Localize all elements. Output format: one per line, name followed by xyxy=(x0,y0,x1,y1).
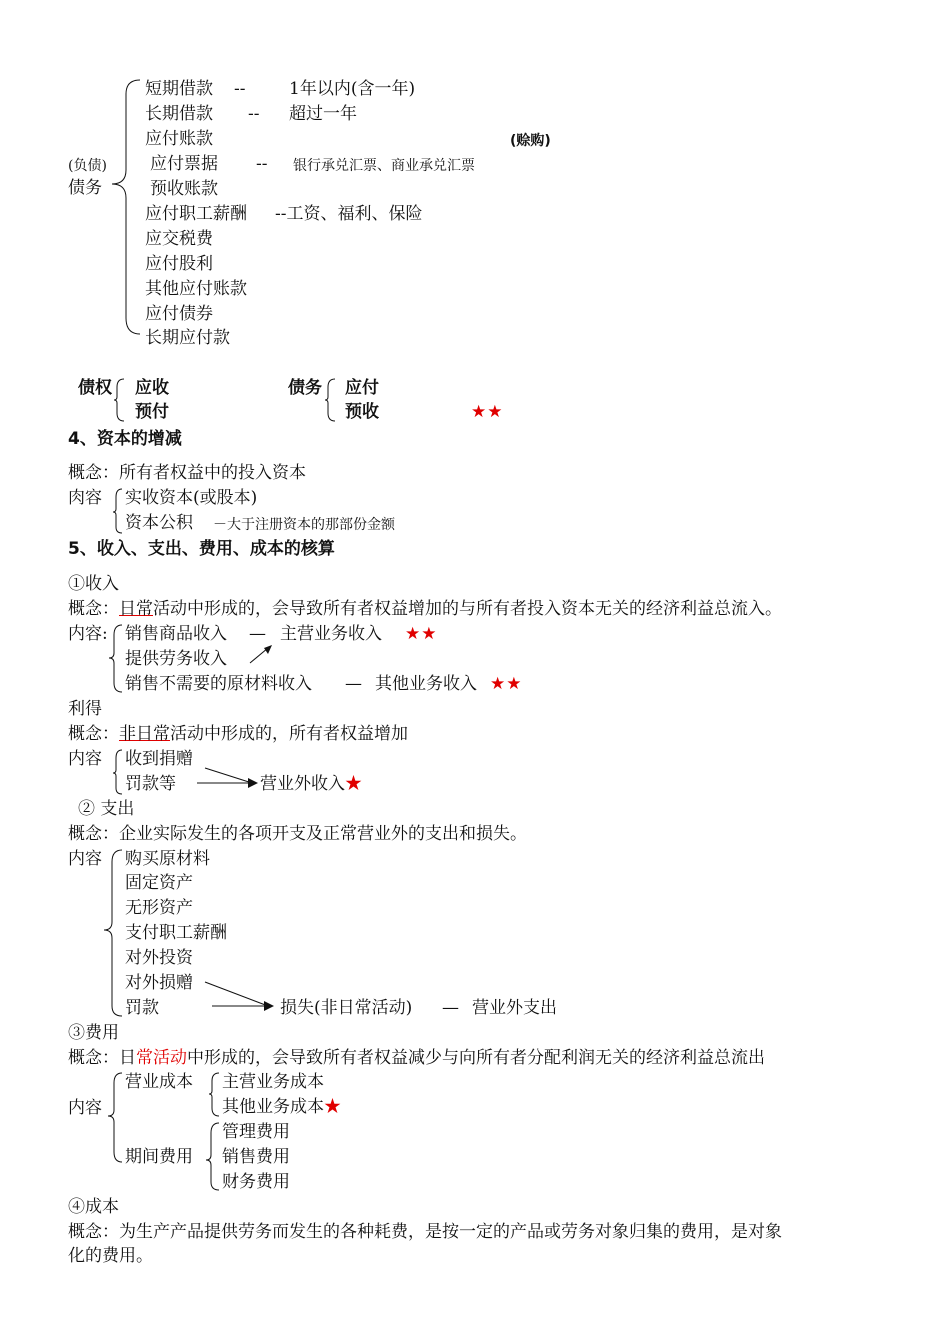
debt-side-label: 债务 xyxy=(68,178,102,198)
debt-sep: -- xyxy=(234,79,246,99)
star-rating: ★★ xyxy=(471,402,504,422)
cost-concept-line2: 化的费用。 xyxy=(68,1246,153,1266)
expense-concept: 概念：日常活动中形成的，会导致所有者权益减少与向所有者分配利润无关的经济利益总流出 xyxy=(68,1048,765,1068)
debt-item: 长期借款 xyxy=(145,104,213,124)
income-brace xyxy=(109,625,122,692)
op-cost-label: 营业成本 xyxy=(125,1072,193,1092)
debt-item: 应交税费 xyxy=(145,229,213,249)
debt-side-small: (负债) xyxy=(68,158,107,174)
expenditure-content-label: 内容 xyxy=(68,849,102,869)
expenditure-item: 支付职工薪酬 xyxy=(125,923,227,943)
income-concept: 概念：日常活动中形成的，会导致所有者权益增加的与所有者投入资本无关的经济利益总流入。 xyxy=(68,599,782,619)
debt-item: 应付股利 xyxy=(145,254,213,274)
capital-content-label: 肉容 xyxy=(68,488,102,508)
income-arrow xyxy=(250,648,268,663)
debt-pair-brace xyxy=(325,379,335,421)
debt-item: 应付职工薪酬 xyxy=(145,204,247,224)
debt-pair-item: 应付 xyxy=(345,378,379,398)
expenditure-result-tail: 营业外支出 xyxy=(472,998,557,1018)
section-heading: 5、收入、支出、费用、成本的核算 xyxy=(68,539,335,559)
income-main-result: 主营业务收入 xyxy=(280,624,382,644)
debt-item: 应付账款 xyxy=(145,129,213,149)
income-sep: — xyxy=(249,624,266,644)
expenditure-sep: — xyxy=(442,998,459,1018)
expenditure-item: 购买原材料 xyxy=(125,849,210,869)
expense-content-label: 内容 xyxy=(68,1098,102,1118)
cost-title: ④成本 xyxy=(68,1197,119,1217)
debt-item: 预收账款 xyxy=(150,179,218,199)
debt-item: 长期应付款 xyxy=(145,328,230,348)
income-item: 销售商品收入 xyxy=(125,624,227,644)
gain-title: 利得 xyxy=(68,699,102,719)
capital-item: 实收资本(或股本) xyxy=(125,488,258,508)
income-sep: — xyxy=(345,674,362,694)
capital-surplus-note: －大于注册资本的那部份金额 xyxy=(213,517,395,533)
debt-pair-item: 预收 xyxy=(345,402,379,422)
debt-item: 应付票据 xyxy=(150,154,218,174)
gain-concept: 概念：非日常活动中形成的，所有者权益增加 xyxy=(68,724,408,744)
income-item: 提供劳务收入 xyxy=(125,649,227,669)
expenditure-title: ② 支出 xyxy=(78,799,135,819)
debt-note: 超过一年 xyxy=(289,104,357,124)
expenditure-item: 固定资产 xyxy=(125,873,193,893)
expenditure-brace xyxy=(104,850,122,1016)
debt-note: --工资、福利、保险 xyxy=(275,204,423,224)
expenditure-concept: 概念：企业实际发生的各项开支及正常营业外的支出和损失。 xyxy=(68,824,527,844)
period-expense-item: 管理费用 xyxy=(222,1122,290,1142)
star-rating: ★★ xyxy=(490,674,523,694)
gain-result: 营业外收入★ xyxy=(260,774,362,794)
expenditure-item: 无形资产 xyxy=(125,898,193,918)
claim-item: 预付 xyxy=(135,402,169,422)
op-cost-item: 其他业务成本★ xyxy=(222,1097,341,1117)
capital-concept: 概念：所有者权益中的投入资本 xyxy=(68,463,306,483)
income-item: 销售不需要的原材料收入 xyxy=(125,674,312,694)
debt-brace xyxy=(112,80,140,334)
income-content-label: 内容: xyxy=(68,624,108,644)
gain-content-label: 内容 xyxy=(68,749,102,769)
star-rating: ★ xyxy=(345,774,362,794)
debt-item: 短期借款 xyxy=(145,79,213,99)
capital-item: 资本公积 xyxy=(125,513,193,533)
expenditure-item: 对外损赠 xyxy=(125,973,193,993)
op-cost-item: 主营业务成本 xyxy=(222,1072,324,1092)
cost-concept-line1: 概念：为生产产品提供劳务而发生的各种耗费，是按一定的产品或劳务对象归集的费用，是对象 xyxy=(68,1222,782,1242)
star-rating: ★★ xyxy=(405,624,438,644)
debt-aside: (赊购) xyxy=(510,133,551,149)
star-rating: ★ xyxy=(324,1097,341,1117)
period-expense-item: 销售费用 xyxy=(222,1147,290,1167)
gain-item: 罚款等 xyxy=(125,774,176,794)
debt-note: 银行承兑汇票、商业承兑汇票 xyxy=(293,158,475,174)
expenditure-result: 损失(非日常活动) xyxy=(280,998,413,1018)
expense-title: ③费用 xyxy=(68,1023,119,1043)
period-expense-brace xyxy=(206,1123,219,1190)
expenditure-item: 罚款 xyxy=(125,998,159,1018)
income-other-result: 其他业务收入 xyxy=(375,674,477,694)
capital-brace xyxy=(113,489,122,533)
section-heading: 4、资本的增减 xyxy=(68,429,182,449)
debt-item: 应付债券 xyxy=(145,304,213,324)
expenditure-item: 对外投资 xyxy=(125,948,193,968)
expense-brace xyxy=(108,1073,122,1162)
op-cost-brace xyxy=(209,1073,219,1116)
debt-item: 其他应付账款 xyxy=(145,279,247,299)
claim-label: 债权 xyxy=(78,378,112,398)
debt-sep: -- xyxy=(248,104,260,124)
claim-item: 应收 xyxy=(135,378,169,398)
claim-brace xyxy=(114,379,124,421)
gain-item: 收到捐赠 xyxy=(125,749,193,769)
period-expense-item: 财务费用 xyxy=(222,1172,290,1192)
income-title: ①收入 xyxy=(68,574,119,594)
debt-pair-label: 债务 xyxy=(288,378,322,398)
debt-note: 1年以内(含一年) xyxy=(289,79,416,99)
period-expense-label: 期间费用 xyxy=(125,1147,193,1167)
gain-brace xyxy=(113,750,122,794)
debt-sep: -- xyxy=(256,154,268,174)
